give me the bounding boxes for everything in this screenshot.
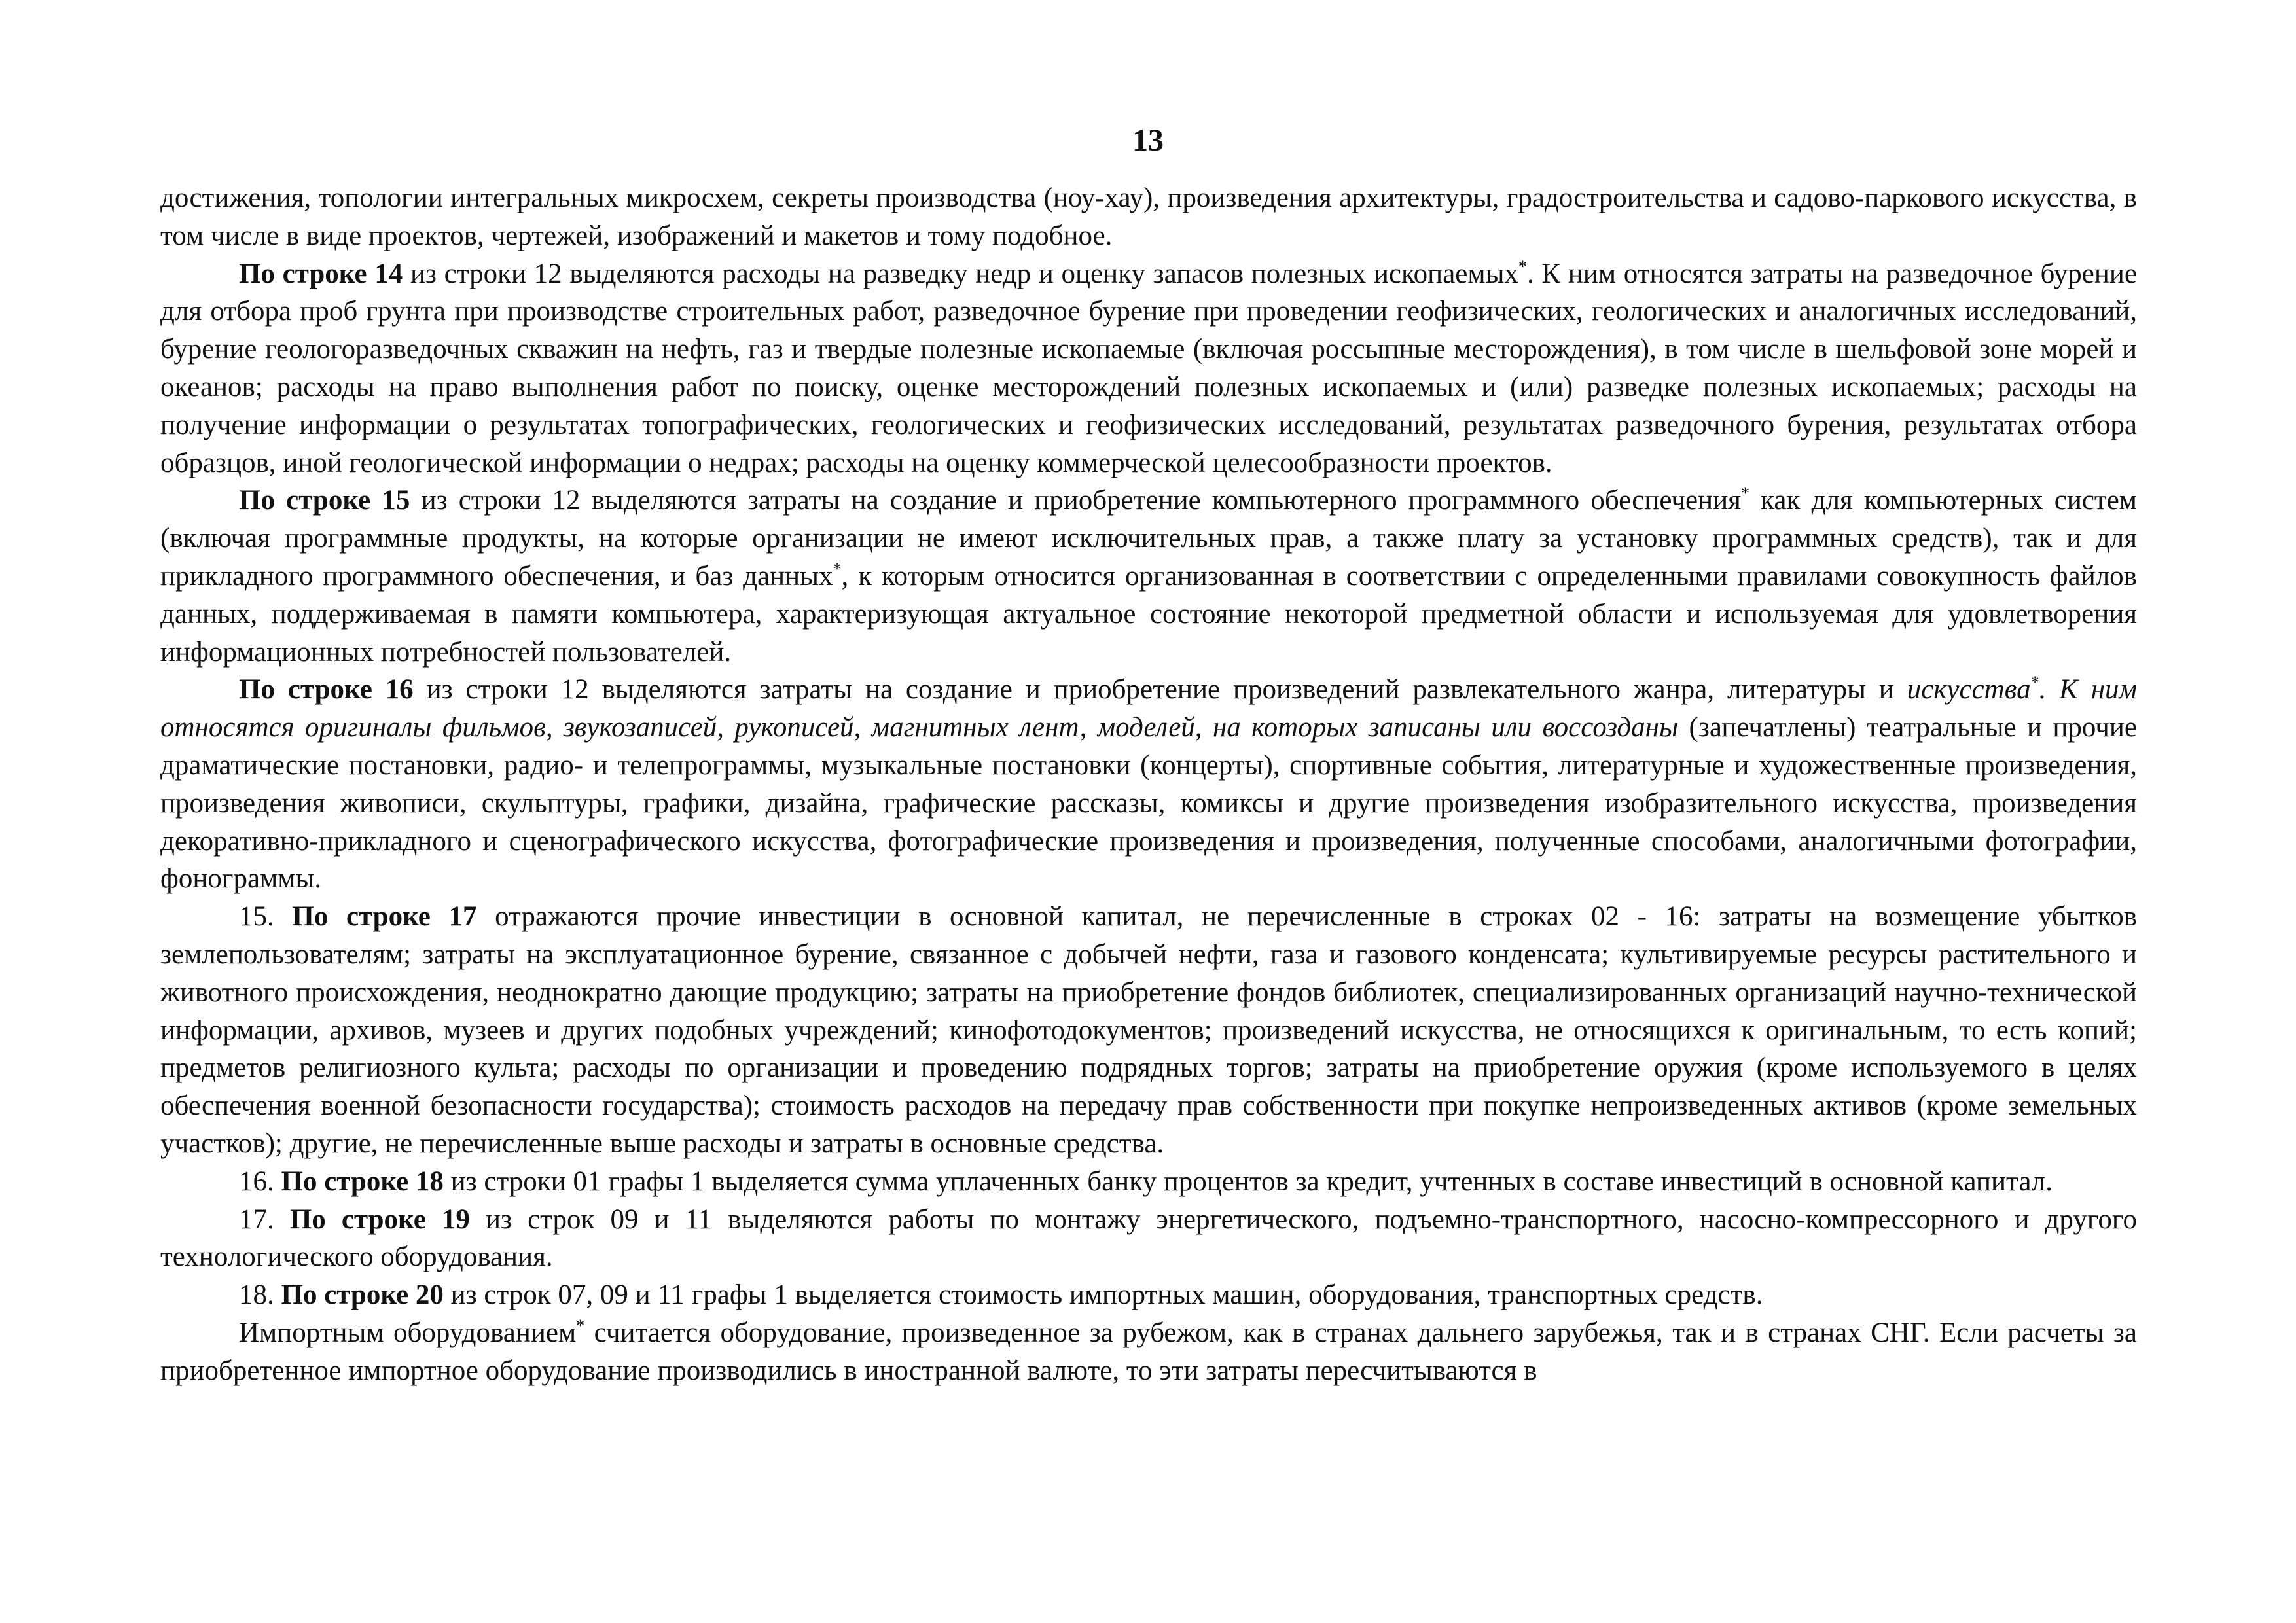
- paragraph-text-italic: . К ним относятся оригиналы фильмов, звукозаписей, рукописей, магнитных лент, моделей, на которых записаны или воссозданы: [160, 674, 2137, 743]
- item-number: 18.: [239, 1279, 281, 1311]
- paragraph-text: как для компьютерных систем (включая программные продукты, на которые организации не имеют исключительных прав, а также плату за установку программных средств), так и для прикладного программного обеспечения, и баз данных: [160, 485, 2137, 592]
- line-reference: По строке 19: [289, 1204, 470, 1235]
- paragraph-text: из строки 12 выделяются затраты на создание и приобретение произведений развлекательного жанра, литературы и: [413, 674, 1907, 705]
- line-reference: По строке 15: [239, 485, 410, 516]
- line-reference: По строке 17: [292, 901, 477, 933]
- footnote-mark: *: [2030, 673, 2039, 692]
- paragraph-line-15: [160, 482, 2137, 671]
- paragraph-text: из строк 07, 09 и 11 графы 1 выделяется стоимость импортных машин, оборудования, транспортных средств.: [443, 1279, 1763, 1311]
- footnote-mark: *: [576, 1315, 585, 1335]
- line-reference: По строке 16: [239, 674, 414, 705]
- line-reference: По строке 20: [281, 1279, 444, 1311]
- paragraph-line-14: [160, 255, 2137, 482]
- paragraph-item-18: [160, 1276, 2137, 1314]
- paragraph-item-15: [160, 898, 2137, 1163]
- paragraph-text-italic: искусства: [1907, 674, 2031, 705]
- page-number: 13: [1132, 123, 1164, 158]
- item-number: 16.: [239, 1166, 281, 1197]
- document-body: [160, 179, 2137, 1390]
- paragraph-text: из строки 01 графы 1 выделяется сумма уплаченных банку процентов за кредит, учтенных в составе инвестиций в основной капитал.: [443, 1166, 2053, 1197]
- paragraph-text: отражаются прочие инвестиции в основной капитал, не перечисленные в строках 02 - 16: затраты на возмещение убытков землепользователям; затраты на эксплуатационное бурение, связанное с добычей нефти, газа и газового конденсата; культивируемые ресурсы растительного и животного происхождения, неоднократно дающие продукцию; затраты на приобретение фондов библиотек, специализированных организаций научно-технической информации, архивов, музеев и других подобных учреждений; кинофотодокументов; произведений искусства, не относящихся к оригинальным, то есть копий; предметов религиозного культа; расходы по организации и проведению подрядных торгов; затраты на приобретение оружия (кроме используемого в целях обеспечения военной безопасности государства); стоимость расходов на передачу прав собственности при покупке непроизведенных активов (кроме земельных участков); другие, не перечисленные выше расходы и затраты в основные средства.: [160, 901, 2137, 1159]
- paragraph-text: . К ним относятся затраты на разведочное бурение для отбора проб грунта при производстве строительных работ, разведочное бурение при проведении геофизических, геологических и аналогичных исследований, бурение геологоразведочных скважин на нефть, газ и твердые полезные ископаемые (включая россыпные месторождения), в том числе в шельфовой зоне морей и океанов; расходы на право выполнения работ по поиску, оценке месторождений полезных ископаемых и (или) разведке полезных ископаемых; расходы на получение информации о результатах топографических, геологических и геофизических исследований, результатах разведочного бурения, результатах отбора образцов, иной геологической информации о недрах; расходы на оценку коммерческой целесообразности проектов.: [160, 258, 2137, 478]
- footnote-mark: *: [1518, 257, 1527, 276]
- item-number: 15.: [239, 901, 293, 933]
- paragraph-continuation: достижения, топологии интегральных микросхем, секреты производства (ноу-хау), произведения архитектуры, градостроительства и садово-паркового искусства, в том числе в виде проектов, чертежей, изображений и макетов и тому подобное.: [160, 183, 2137, 251]
- paragraph-item-17: [160, 1201, 2137, 1277]
- paragraph-text: считается оборудование, произведенное за рубежом, как в странах дальнего зарубежья, так и в странах СНГ. Если расчеты за приобретенное импортное оборудование производились в иностранной валюте, то эти затраты пересчитываются в: [160, 1317, 2137, 1386]
- paragraph-text: (запечатлены) театральные и прочие драматические постановки, радио- и телепрограммы, музыкальные постановки (концерты), спортивные события, литературные и художественные произведения, произведения живописи, скульптуры, графики, дизайна, графические рассказы, комиксы и другие произведения изобразительного искусства, произведения декоративно-прикладного и сценографического искусства, фотографические произведения и произведения, полученные способами, аналогичными фотографии, фонограммы.: [160, 712, 2138, 895]
- line-reference: По строке 18: [281, 1166, 444, 1197]
- paragraph-text: из строки 12 выделяются расходы на разведку недр и оценку запасов полезных ископаемых: [403, 258, 1518, 289]
- line-reference: По строке 14: [239, 258, 403, 289]
- paragraph-import-equipment: [160, 1314, 2137, 1390]
- paragraph-text: из строки 12 выделяются затраты на создание и приобретение компьютерного программного обеспечения: [410, 485, 1741, 516]
- footnote-mark: *: [1740, 484, 1749, 503]
- paragraph-line-16: [160, 671, 2137, 898]
- item-number: 17.: [239, 1204, 290, 1235]
- footnote-mark: *: [833, 559, 842, 579]
- paragraph-item-16: [160, 1163, 2137, 1201]
- paragraph-text: Импортным оборудованием: [239, 1317, 577, 1348]
- paragraph-text: , к которым относится организованная в соответствии с определенными правилами совокупность файлов данных, поддерживаемая в памяти компьютера, характеризующая актуальное состояние некоторой предметной области и используемая для удовлетворения информационных потребностей пользователей.: [160, 560, 2137, 668]
- paragraph-text: из строк 09 и 11 выделяются работы по монтажу энергетического, подъемно-транспортного, насосно-компрессорного и другого технологического оборудования.: [160, 1204, 2137, 1273]
